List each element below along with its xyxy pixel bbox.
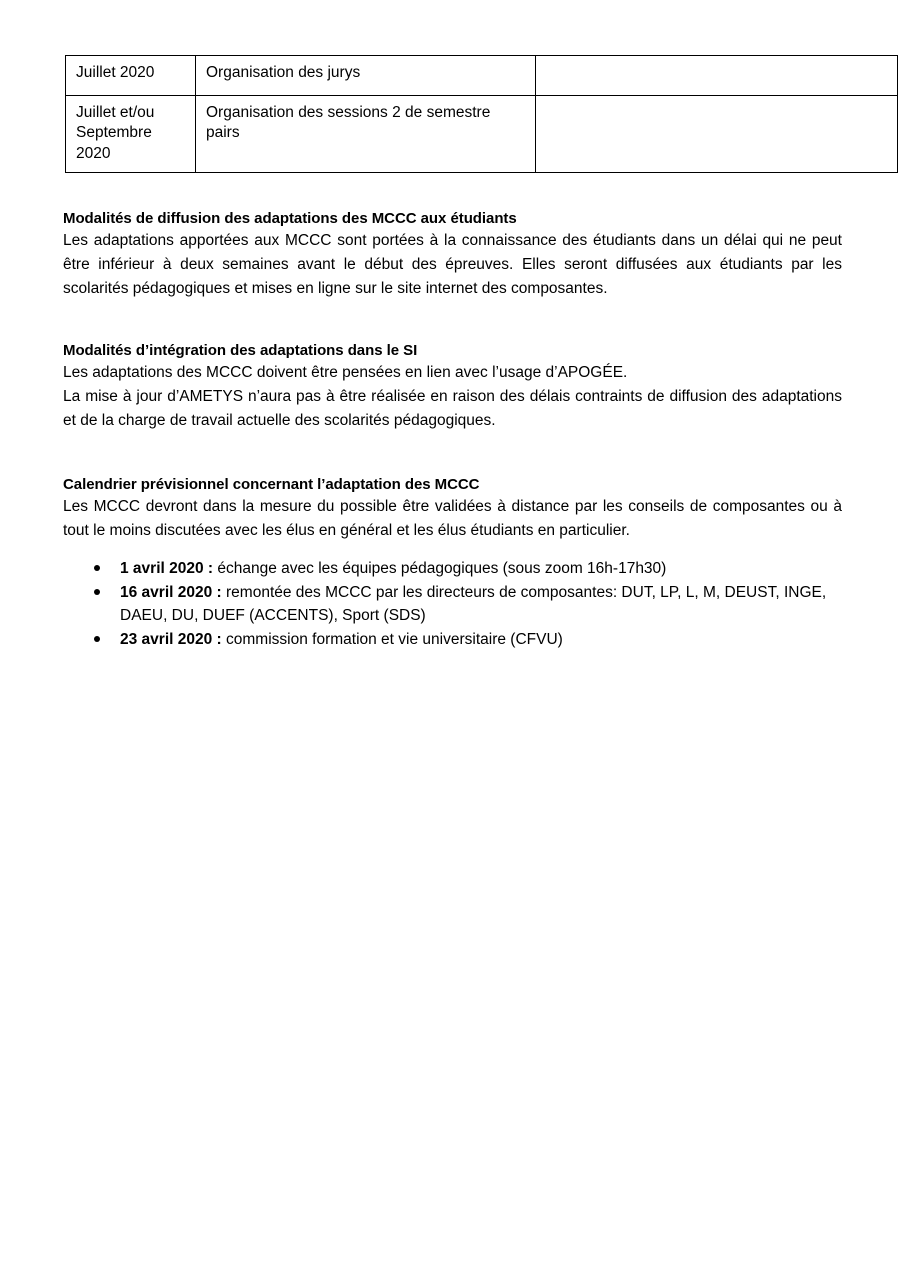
section-paragraph: Les adaptations des MCCC doivent être pensées en lien avec l’usage d’APOGÉE. xyxy=(63,364,628,382)
bullet-dot-icon xyxy=(94,565,100,571)
section-calendrier xyxy=(63,475,842,543)
bullet-date: 23 avril 2020 : xyxy=(120,631,222,649)
table-cell-action: Organisation des jurys xyxy=(196,56,536,96)
bullet-text: remontée des MCCC par les directeurs de composantes: DUT, LP, L, M, DEUST, INGE, DAEU, DU, DUEF (ACCENTS), Sport (SDS) xyxy=(120,583,827,625)
section-heading: Modalités d’intégration des adaptations dans le SI xyxy=(63,342,418,359)
table-row xyxy=(66,96,898,173)
bullet-date: 16 avril 2020 : xyxy=(120,583,222,601)
bullet-dot-icon xyxy=(94,636,100,642)
table-cell-period: Juillet et/ou Septembre 2020 xyxy=(66,96,196,173)
table-cell-notes xyxy=(536,96,898,173)
list-item xyxy=(63,557,842,581)
bullet-text: commission formation et vie universitaire (CFVU) xyxy=(221,631,563,649)
section-si xyxy=(63,341,842,433)
calendar-bullet-list xyxy=(63,557,842,652)
section-heading: Calendrier prévisionnel concernant l’adaptation des MCCC xyxy=(63,476,480,493)
table-cell-period: Juillet 2020 xyxy=(66,56,196,96)
bullet-dot-icon xyxy=(94,589,100,595)
bullet-date: 1 avril 2020 : xyxy=(120,560,214,577)
table-cell-action: Organisation des sessions 2 de semestre pairs xyxy=(196,96,536,173)
section-paragraph: La mise à jour d’AMETYS n’aura pas à être réalisée en raison des délais contraints de diffusion des adaptations et de la charge de travail actuelle des scolarités pédagogiques. xyxy=(63,388,842,430)
list-item xyxy=(63,581,842,628)
section-heading: Modalités de diffusion des adaptations des MCCC aux étudiants xyxy=(63,210,517,227)
section-paragraph: Les MCCC devront dans la mesure du possible être validées à distance par les conseils de composantes ou à tout le moins discutées avec les élus en général et les élus étudiants en particulier. xyxy=(63,498,842,540)
list-item xyxy=(63,628,842,652)
calendar-table xyxy=(65,55,898,173)
table-cell-notes xyxy=(536,56,898,96)
table-row xyxy=(66,56,898,96)
section-paragraph: Les adaptations apportées aux MCCC sont portées à la connaissance des étudiants dans un délai qui ne peut être inférieur à deux semaines avant le début des épreuves. Elles seront diffusées aux étudiants par les scolarités pédagogiques et mises en ligne sur le site internet des composantes. xyxy=(63,232,842,298)
bullet-text: échange avec les équipes pédagogiques (sous zoom 16h-17h30) xyxy=(213,560,667,577)
section-diffusion xyxy=(63,209,842,301)
